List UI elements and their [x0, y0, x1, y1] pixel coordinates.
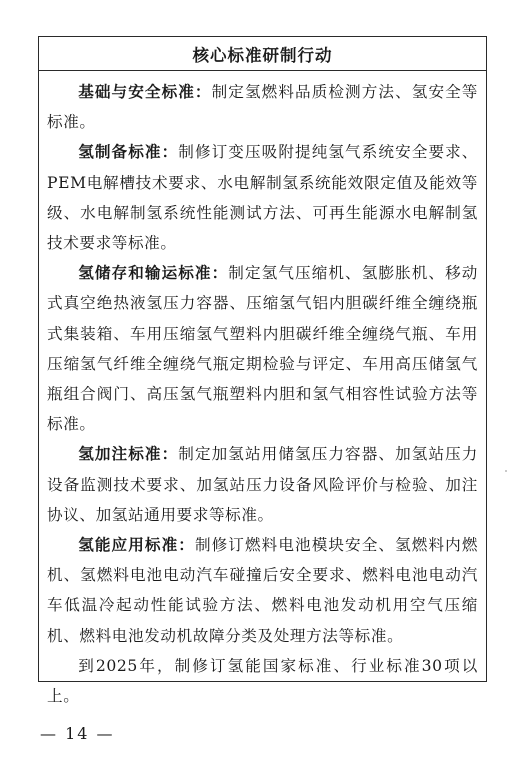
paragraph-text: 制修订燃料电池模块安全、氢燃料内燃机、氢燃料电池电动汽车碰撞后安全要求、燃料电池电动汽车低温冷起动性能试验方法、燃料电池发动机用空气压缩机、燃料电池发动机故障分类及处理方法等标准。 [47, 536, 479, 645]
paragraph-storage-transport [47, 258, 478, 439]
paragraph-heading: 氢能应用标准： [78, 536, 195, 555]
paragraph-hydrogen-production [47, 137, 478, 258]
scan-speck [505, 470, 507, 472]
page-number: — 14 — [40, 724, 115, 743]
paragraph-refueling [47, 439, 478, 530]
paragraph-heading: 氢储存和输运标准： [78, 264, 229, 283]
paragraph-heading: 氢加注标准： [78, 445, 179, 464]
core-standards-box [38, 36, 487, 706]
box-body [39, 71, 486, 711]
paragraph-target-2025 [47, 651, 478, 711]
paragraph-heading: 基础与安全标准： [78, 83, 212, 101]
paragraph-text: 制定氢燃料品质检测方法、氢安全等标准。 [47, 83, 478, 132]
box-title: 核心标准研制行动 [39, 37, 486, 71]
paragraph-text: 到2025年，制修订氢能国家标准、行业标准30项以上。 [47, 656, 478, 706]
paragraph-text: 制定氢气压缩机、氢膨胀机、移动式真空绝热液氢压力容器、压缩氢气铝内胆碳纤维全缠绕瓶式集装箱、车用压缩氢气塑料内胆碳纤维全缠绕气瓶、车用压缩氢气纤维全缠绕气瓶定期检验与评定、车用高压储氢气瓶组合阀门、高压氢气瓶塑料内胆和氢气相容性试验方法等标准。 [47, 264, 478, 434]
paragraph-heading: 氢制备标准： [78, 143, 179, 162]
paragraph-application [47, 530, 478, 651]
paragraph-text: 制修订变压吸附提纯氢气系统安全要求、PEM电解槽技术要求、水电解制氢系统能效限定值及能效等级、水电解制氢系统性能测试方法、可再生能源水电解制氢技术要求等标准。 [47, 143, 478, 253]
paragraph-text: 制定加氢站用储氢压力容器、加氢站压力设备监测技术要求、加氢站压力设备风险评价与检验、加注协议、加氢站通用要求等标准。 [47, 445, 478, 524]
paragraph-basic-safety [47, 77, 478, 137]
